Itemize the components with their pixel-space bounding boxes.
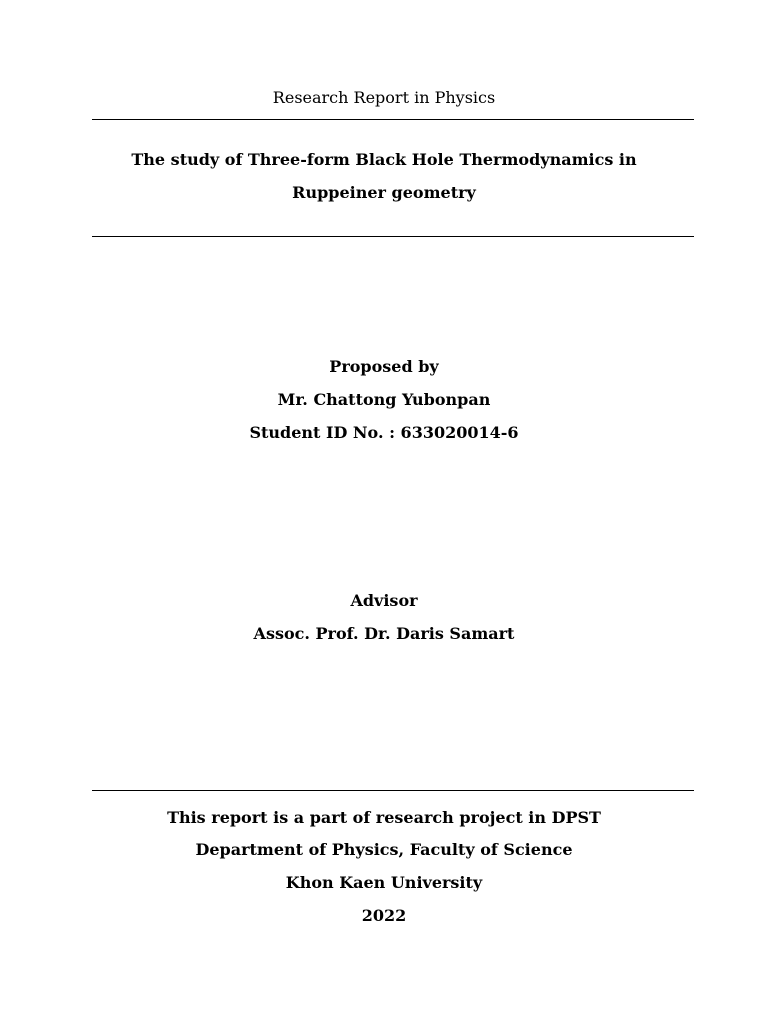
advisor-label: Advisor xyxy=(350,591,418,610)
report-title-line-1: The study of Three-form Black Hole Thermodynamics in xyxy=(131,150,637,169)
project-statement: This report is a part of research project in DPST xyxy=(167,808,601,827)
university-name: Khon Kaen University xyxy=(285,873,483,892)
report-title-line-2: Ruppeiner geometry xyxy=(292,183,476,202)
proposed-by-label: Proposed by xyxy=(329,357,439,376)
footer-divider xyxy=(92,790,694,791)
report-year: 2022 xyxy=(361,906,407,925)
title-divider xyxy=(92,236,694,237)
student-id: Student ID No. : 633020014-6 xyxy=(249,423,519,442)
author-name: Mr. Chattong Yubonpan xyxy=(277,390,491,409)
report-type-heading: Research Report in Physics xyxy=(272,88,496,107)
advisor-name: Assoc. Prof. Dr. Daris Samart xyxy=(253,624,515,643)
top-divider xyxy=(92,119,694,120)
department-name: Department of Physics, Faculty of Science xyxy=(195,840,573,859)
